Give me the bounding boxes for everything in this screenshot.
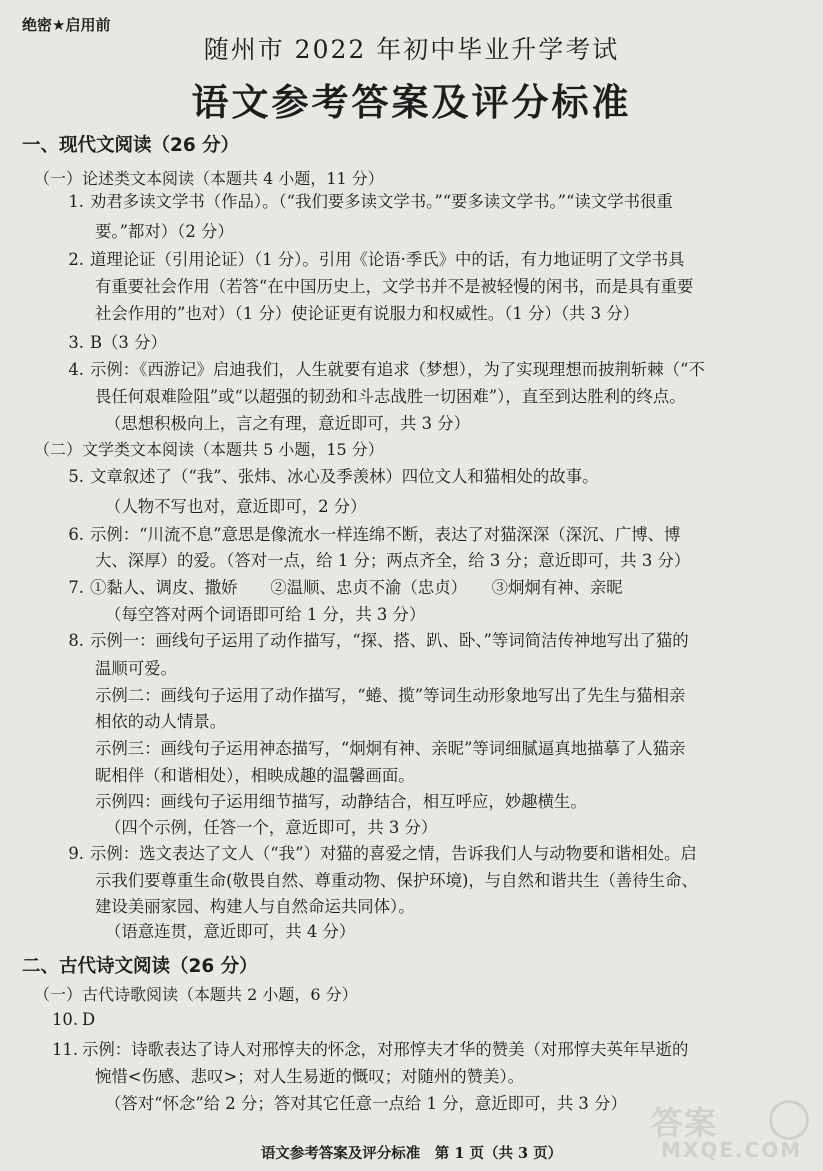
question-number: 5.	[68, 467, 84, 486]
line-text: （人物不写也对，意近即可，2 分）	[105, 497, 367, 516]
scoring-note	[105, 1090, 627, 1114]
question-number: 8.	[68, 631, 84, 650]
line-text: （语意连贯，意近即可，共 4 分）	[105, 922, 356, 941]
answer-item	[60, 521, 680, 545]
line-text: 温顺可爱。	[95, 659, 177, 678]
section-heading	[22, 952, 258, 978]
answer-item	[60, 329, 167, 353]
line-text: 道理论证（引用论证）（1 分）。引用《论语·季氏》中的话，有力地证明了文学书具	[90, 250, 685, 269]
answer-continuation	[95, 1063, 524, 1087]
line-text: 昵相伴（和谐相处），相映成趣的温馨画面。	[95, 766, 415, 785]
watermark-text-en: MXQE.COM	[661, 1138, 803, 1162]
line-text: （每空答对两个词语即可给 1 分，共 3 分）	[105, 605, 426, 624]
subsection-heading	[34, 437, 384, 460]
answer-item	[60, 627, 689, 651]
line-text: 示例：《西游记》启迪我们，人生就要有追求（梦想），为了实现理想而披荆斩棘（“不	[90, 360, 705, 379]
line-text: 文章叙述了（“我”、张炜、冰心及季羡林）四位文人和猫相处的故事。	[90, 467, 599, 486]
site-watermark	[651, 1098, 811, 1166]
line-text: （一）古代诗歌阅读（本题共 2 小题，6 分）	[34, 985, 358, 1004]
watermark-circle-icon	[769, 1100, 809, 1140]
line-text: 相依的动人情景。	[95, 712, 227, 731]
line-text: 示例三：画线句子运用神态描写，“炯炯有神、亲昵”等词细腻逼真地描摹了人猫亲	[95, 739, 686, 758]
line-text: 二、古代诗文阅读（26 分）	[22, 956, 258, 977]
answer-continuation	[95, 655, 177, 679]
question-number: 7.	[68, 578, 84, 597]
line-text: 有重要社会作用（若答“在中国历史上，文学书并不是被轻慢的闲书，而是具有重要	[95, 277, 694, 296]
watermark-text-cn: 答案	[651, 1104, 718, 1142]
question-number: 10.	[52, 1010, 79, 1029]
confidential-mark: 绝密★启用前	[22, 16, 111, 34]
question-number: 1.	[68, 192, 84, 211]
line-text: （答对“怀念”给 2 分；答对其它任意一点给 1 分，意近即可，共 3 分）	[105, 1094, 627, 1113]
answer-continuation	[95, 762, 415, 786]
answer-item	[52, 1010, 95, 1029]
answer-continuation	[95, 867, 698, 891]
line-text: D	[82, 1010, 96, 1029]
question-number: 4.	[68, 360, 84, 379]
answer-item	[60, 574, 623, 598]
answer-continuation	[95, 708, 226, 732]
answer-item	[60, 840, 697, 864]
line-text: 要。”都对）（2 分）	[95, 222, 234, 241]
answer-continuation	[95, 547, 690, 571]
answer-continuation	[95, 218, 234, 242]
line-text: 示例四：画线句子运用细节描写，动静结合，相互呼应，妙趣横生。	[95, 792, 587, 811]
answer-continuation	[95, 273, 693, 297]
question-number: 9.	[68, 844, 84, 863]
line-text: 示例：“川流不息”意思是像流水一样连绵不断，表达了对猫深深（深沉、广博、博	[90, 525, 681, 544]
question-number: 6.	[68, 525, 84, 544]
line-text: 惋惜<伤感、悲叹>；对人生易逝的慨叹；对随州的赞美）。	[95, 1067, 525, 1086]
answer-continuation	[95, 735, 685, 759]
answer-continuation	[95, 788, 587, 812]
answer-item	[60, 463, 598, 487]
scoring-note	[105, 493, 367, 517]
line-text: （二）文学类文本阅读（本题共 5 小题，15 分）	[34, 440, 384, 459]
line-text: 示例二：画线句子运用了动作描写，“蜷、揽”等词生动形象地写出了先生与猫相亲	[95, 686, 686, 705]
line-text: 一、现代文阅读（26 分）	[22, 135, 240, 156]
answer-item	[60, 356, 705, 380]
answer-continuation	[95, 383, 686, 407]
line-text: 社会作用的”也对）（1 分）使论证更有说服力和权威性。（1 分）（共 3 分）	[95, 304, 640, 323]
scoring-note	[105, 918, 355, 942]
question-number: 3.	[68, 333, 84, 352]
scoring-note	[105, 814, 437, 838]
subsection-heading	[34, 982, 358, 1005]
line-text: （思想积极向上，言之有理，意近即可，共 3 分）	[105, 414, 471, 433]
answer-item	[60, 188, 673, 212]
line-text: 建设美丽家园、构建人与自然命运共同体）。	[95, 897, 415, 916]
answer-continuation	[95, 893, 415, 917]
subsection-heading	[34, 166, 384, 189]
answer-continuation	[95, 682, 685, 706]
question-number: 11.	[52, 1040, 79, 1059]
exam-title: 随州市 2022 年初中毕业升学考试	[203, 35, 620, 64]
section-heading	[22, 131, 239, 157]
answer-continuation	[95, 300, 639, 324]
line-text: ①黏人、调皮、撒娇 ②温顺、忠贞不渝（忠贞） ③炯炯有神、亲昵	[90, 578, 623, 597]
line-text: 示例：诗歌表达了诗人对邢惇夫的怀念，对邢惇夫才华的赞美（对邢惇夫英年早逝的	[82, 1040, 689, 1059]
scoring-note	[105, 410, 470, 434]
question-number: 2.	[68, 250, 84, 269]
line-text: 劝君多读文学书（作品）。（“我们要多读文学书。”“要多读文学书。”“读文学书很重	[90, 192, 673, 211]
line-text: （四个示例，任答一个，意近即可，共 3 分）	[105, 818, 438, 837]
answer-item	[60, 246, 685, 270]
line-text: （一）论述类文本阅读（本题共 4 小题，11 分）	[34, 169, 384, 188]
line-text: 畏任何艰难险阻”或“以超强的韧劲和斗志战胜一切困难”），直至到达胜利的终点。	[95, 387, 686, 406]
line-text: 示例：选文表达了文人（“我”）对猫的喜爱之情，告诉我们人与动物要和谐相处。启	[90, 844, 697, 863]
document-title: 语文参考答案及评分标准	[191, 81, 632, 124]
line-text: B（3 分）	[90, 333, 167, 352]
page-footer: 语文参考答案及评分标准 第 1 页（共 3 页）	[260, 1145, 563, 1162]
scoring-note	[105, 601, 425, 625]
answer-item	[52, 1036, 688, 1060]
line-text: 示我们要尊重生命(敬畏自然、尊重动物、保护环境)，与自然和谐共生（善待生命、	[95, 871, 698, 890]
line-text: 示例一：画线句子运用了动作描写，“探、搭、趴、卧、”等词简洁传神地写出了猫的	[90, 631, 689, 650]
line-text: 大、深厚）的爱。（答对一点，给 1 分；两点齐全，给 3 分；意近即可，共 3 分）	[95, 551, 691, 570]
